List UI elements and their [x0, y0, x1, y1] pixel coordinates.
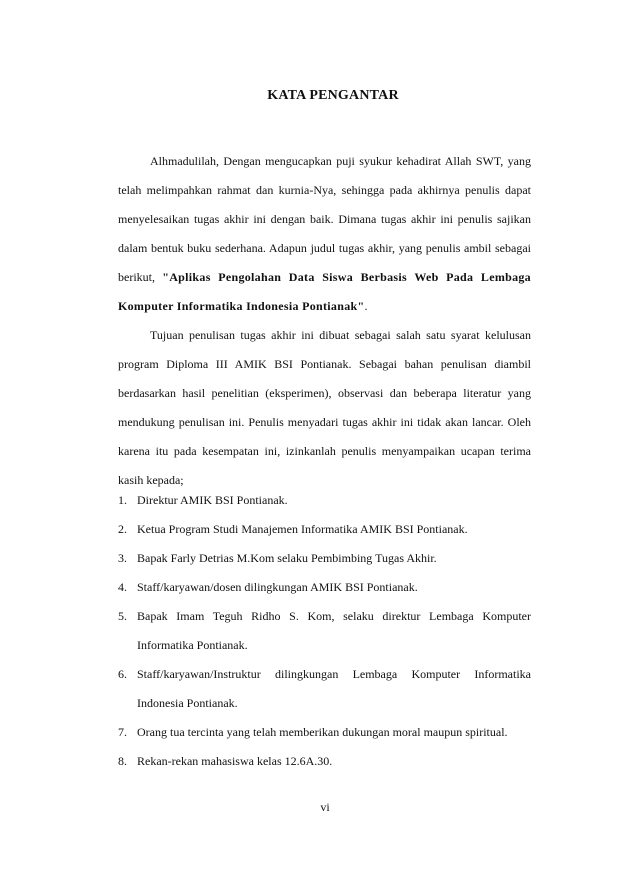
list-item-number: 1.: [118, 493, 127, 507]
list-item-number: 7.: [118, 725, 127, 739]
list-item-number: 3.: [118, 551, 127, 565]
list-item-number: 6.: [118, 667, 127, 681]
list-item: [118, 718, 531, 747]
list-item-text: Staff/karyawan/Instruktur dilingkungan Lembaga Komputer Informatika Indonesia Pontianak.: [137, 667, 531, 710]
list-item-text: Orang tua tercinta yang telah memberikan dukungan moral maupun spiritual.: [137, 725, 508, 739]
list-item: [118, 602, 531, 660]
list-item-number: 8.: [118, 754, 127, 768]
list-item-text: Direktur AMIK BSI Pontianak.: [137, 493, 288, 507]
page-number: vi: [320, 800, 330, 814]
list-item: [118, 747, 531, 776]
list-item: [118, 486, 531, 515]
list-item-number: 5.: [118, 609, 127, 623]
list-item-text: Rekan-rekan mahasiswa kelas 12.6A.30.: [137, 754, 333, 768]
list-item: [118, 544, 531, 573]
list-item: [118, 660, 531, 718]
list-item-text: Bapak Imam Teguh Ridho S. Kom, selaku direktur Lembaga Komputer Informatika Pontianak.: [137, 609, 531, 652]
paragraph-purpose: Tujuan penulisan tugas akhir ini dibuat sebagai salah satu syarat kelulusan program Diploma III AMIK BSI Pontianak. Sebagai bahan penulisan diambil berdasarkan hasil penelitian (eksperimen), observasi dan beberapa literatur yang mendukung penulisan ini. Penulis menyadari tugas akhir ini tidak akan lancar. Oleh karena itu pada kesempatan ini, izinkanlah penulis menyampaikan ucapan terima kasih kepada;: [118, 328, 531, 487]
list-item: [118, 573, 531, 602]
list-item: [118, 515, 531, 544]
list-item-text: Bapak Farly Detrias M.Kom selaku Pembimbing Tugas Akhir.: [137, 551, 437, 565]
paragraph-intro-text: Alhmadulilah, Dengan mengucapkan puji syukur kehadirat Allah SWT, yang telah melimpahkan rahmat dan kurnia-Nya, sehingga pada akhirnya penulis dapat menyelesaikan tugas akhir ini dengan baik. Dimana tugas akhir ini penulis sajikan dalam bentuk buku sederhana. Adapun judul tugas akhir, yang penulis ambil sebagai berikut,: [118, 154, 531, 284]
body-text: [118, 147, 531, 495]
thesis-title: "Aplikas Pengolahan Data Siswa Berbasis Web Pada Lembaga Komputer Informatika Indonesia Pontianak": [118, 270, 531, 313]
list-item-number: 4.: [118, 580, 127, 594]
acknowledgement-list: [118, 486, 531, 776]
paragraph-intro: [118, 147, 531, 321]
paragraph-intro-end: .: [364, 299, 368, 313]
list-item-text: Staff/karyawan/dosen dilingkungan AMIK BSI Pontianak.: [137, 580, 418, 594]
page-title: KATA PENGANTAR: [267, 88, 399, 103]
list-item-text: Ketua Program Studi Manajemen Informatika AMIK BSI Pontianak.: [137, 522, 468, 536]
list-item-number: 2.: [118, 522, 127, 536]
